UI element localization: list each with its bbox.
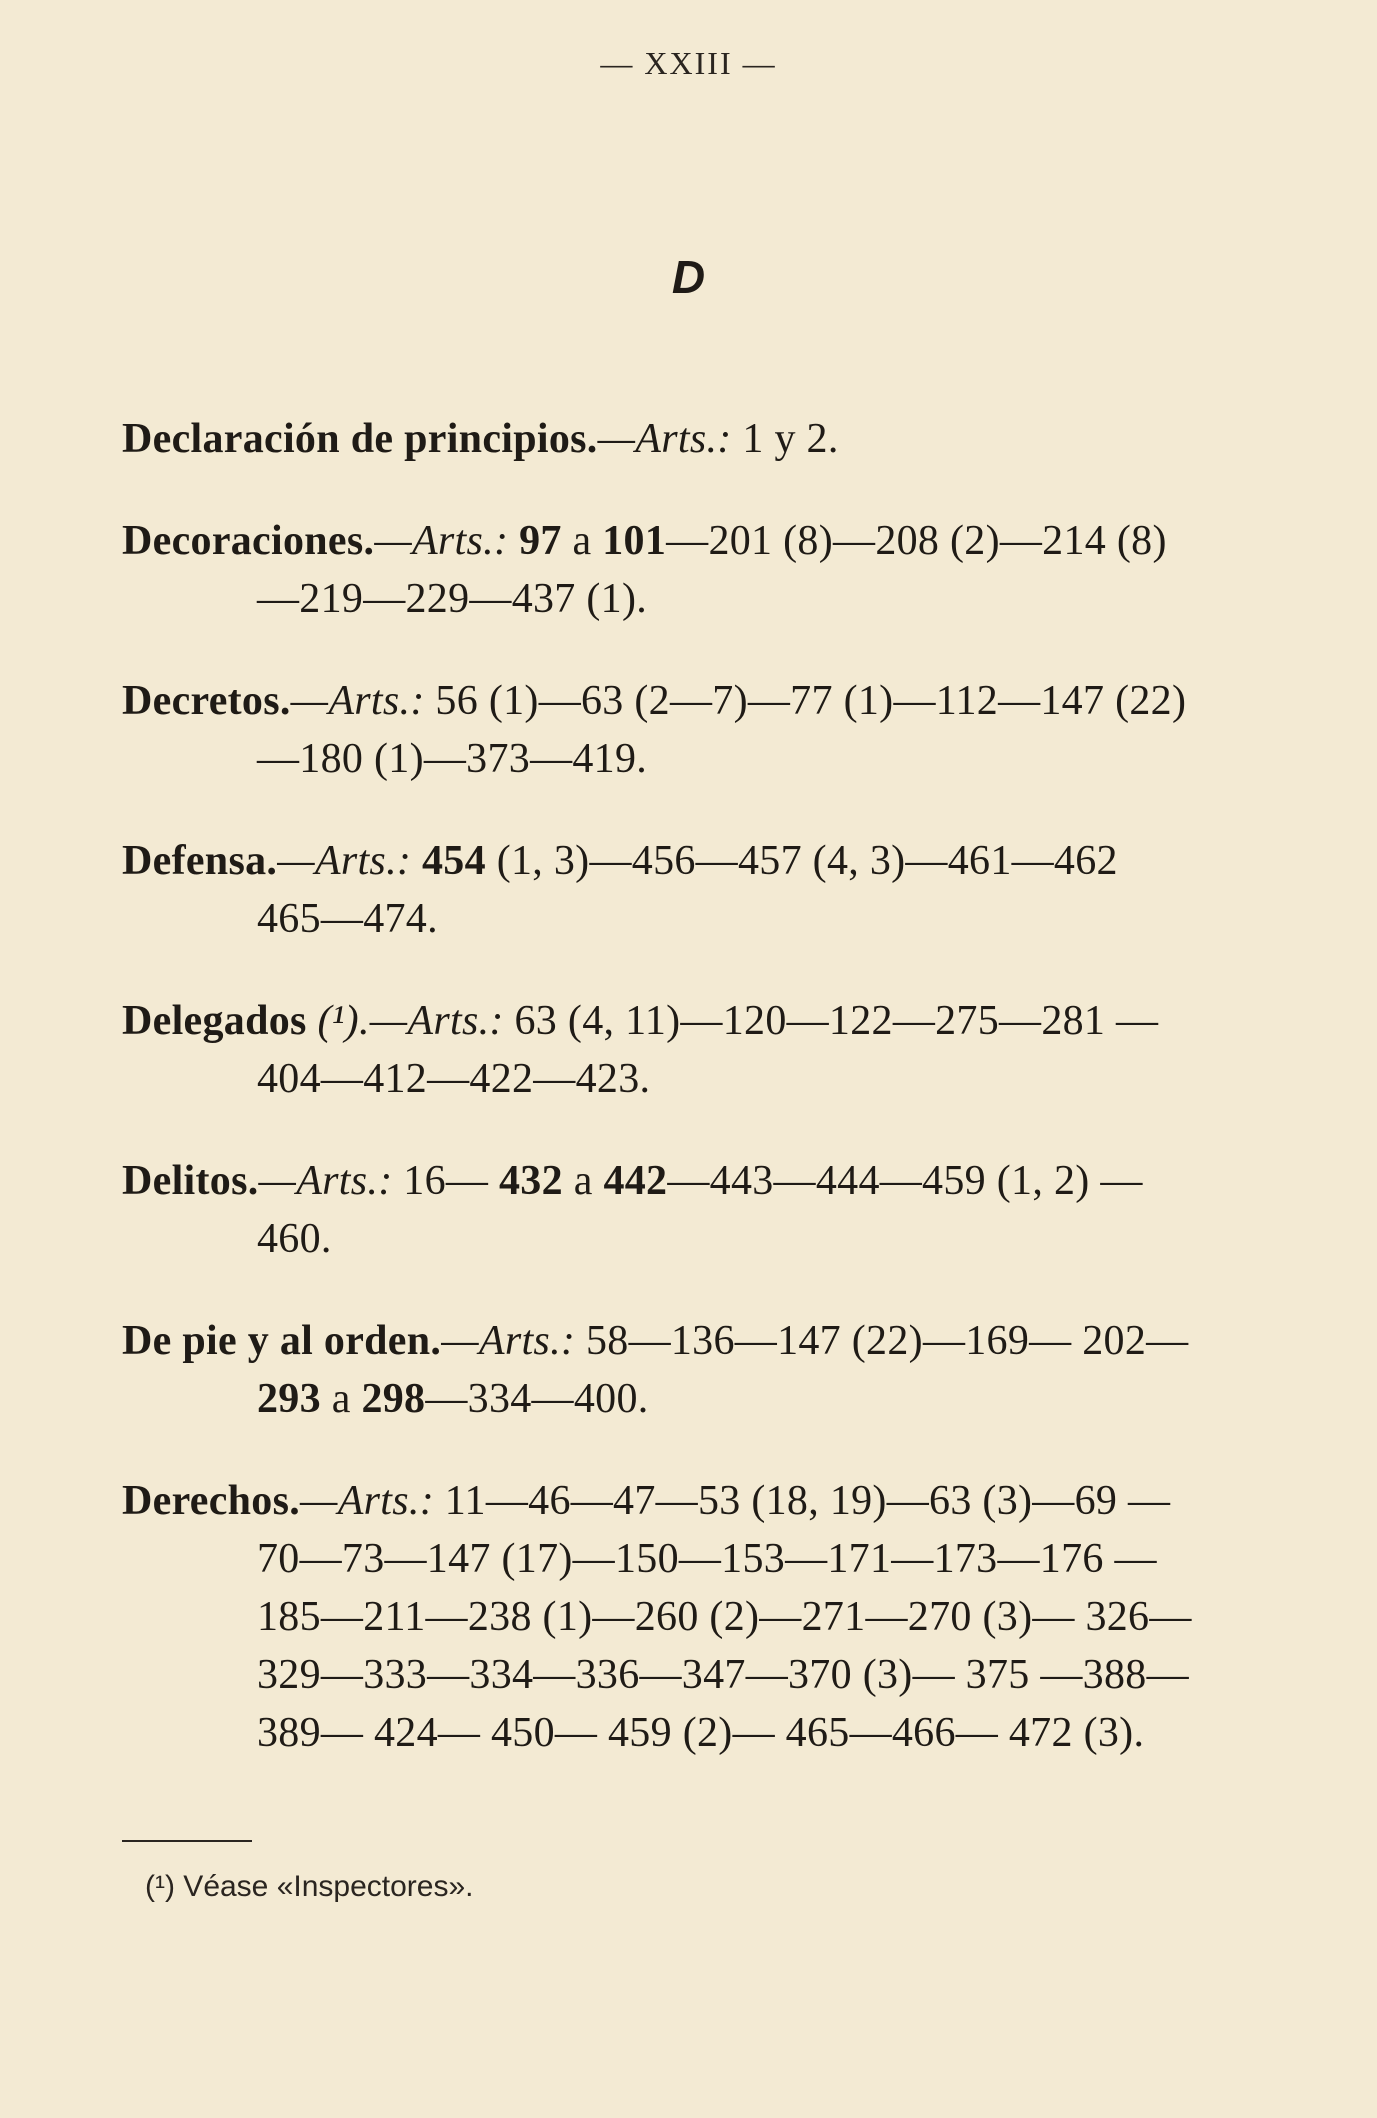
footnote: (¹) Véase «Inspectores». bbox=[145, 1870, 474, 1903]
entry-term: Defensa. bbox=[122, 838, 278, 884]
index-entry bbox=[122, 1152, 1192, 1268]
entry-article-refs: (1, 3)—456—457 (4, 3)—461—462 465—474. bbox=[257, 838, 1118, 942]
entry-article-refs: a bbox=[562, 1158, 604, 1204]
entry-article-refs: 63 (4, 11)—120—122—275—281 —404—412—422—423. bbox=[257, 998, 1159, 1102]
entry-article-refs: 97 bbox=[519, 518, 562, 564]
index-entry bbox=[122, 410, 1192, 468]
entry-article-refs: 56 (1)—63 (2—7)—77 (1)—112—147 (22)—180 (1)—373—419. bbox=[257, 678, 1187, 782]
entry-article-refs: 101 bbox=[602, 518, 667, 564]
index-entries bbox=[122, 410, 1192, 1806]
page-number: — XXIII — bbox=[600, 45, 777, 81]
entry-article-refs: 58—136—147 (22)—169— 202— bbox=[575, 1318, 1189, 1364]
entry-article-refs bbox=[411, 838, 422, 884]
entry-article-refs: a bbox=[561, 518, 603, 564]
section-letter: D bbox=[671, 251, 706, 303]
entry-term: Delitos. bbox=[122, 1158, 259, 1204]
entry-article-refs: 432 bbox=[499, 1158, 563, 1204]
entry-article-refs: 16— bbox=[392, 1158, 499, 1204]
entry-article-refs: 11—46—47—53 (18, 19)—63 (3)—69 —70—73—147 (17)—150—153—171—173—176 —185—211—238 (1)—260 (2)—271—270 (3)— 326—329—333—334—336—347—370 (3)— 375 —388—389— 424— 450— 459 (2)— 465—466— 472 (3). bbox=[257, 1478, 1192, 1756]
entry-term: Declaración de principios. bbox=[122, 416, 598, 462]
entry-arts-label: —Arts.: bbox=[441, 1318, 576, 1364]
entry-article-refs: —201 (8)—208 (2)—214 (8)—219—229—437 (1). bbox=[257, 518, 1167, 622]
entry-article-refs: 293 bbox=[257, 1376, 321, 1422]
index-entry bbox=[122, 832, 1192, 948]
entry-term: Decretos. bbox=[122, 678, 291, 724]
entry-article-refs: 442 bbox=[603, 1158, 668, 1204]
entry-article-refs: —443—444—459 (1, 2) —460. bbox=[257, 1158, 1143, 1262]
entry-term: Derechos. bbox=[122, 1478, 301, 1524]
entry-article-refs: 454 bbox=[421, 838, 486, 884]
index-entry bbox=[122, 1312, 1192, 1428]
entry-article-refs: 1 y 2. bbox=[731, 416, 839, 462]
entry-term: De pie y al orden. bbox=[122, 1318, 442, 1364]
entry-arts-label: —Arts.: bbox=[300, 1478, 434, 1524]
entry-term: Decoraciones. bbox=[122, 518, 375, 564]
entry-term: Delegados bbox=[122, 998, 307, 1044]
entry-arts-label: —Arts.: bbox=[597, 416, 732, 462]
index-entry bbox=[122, 992, 1192, 1108]
entry-arts-label: —Arts.: bbox=[258, 1158, 393, 1204]
entry-arts-label: —Arts.: bbox=[277, 838, 412, 884]
entry-article-refs: a bbox=[320, 1376, 362, 1422]
entry-article-refs bbox=[508, 518, 519, 564]
footnote-rule bbox=[122, 1840, 252, 1842]
entry-arts-label: —Arts.: bbox=[374, 518, 509, 564]
entry-article-refs: 298 bbox=[361, 1376, 426, 1422]
index-entry bbox=[122, 672, 1192, 788]
entry-arts-label: —Arts.: bbox=[290, 678, 425, 724]
index-entry bbox=[122, 512, 1192, 628]
index-entry bbox=[122, 1472, 1192, 1762]
entry-article-refs: —334—400. bbox=[425, 1376, 649, 1422]
entry-arts-label: (¹).—Arts.: bbox=[306, 998, 504, 1044]
